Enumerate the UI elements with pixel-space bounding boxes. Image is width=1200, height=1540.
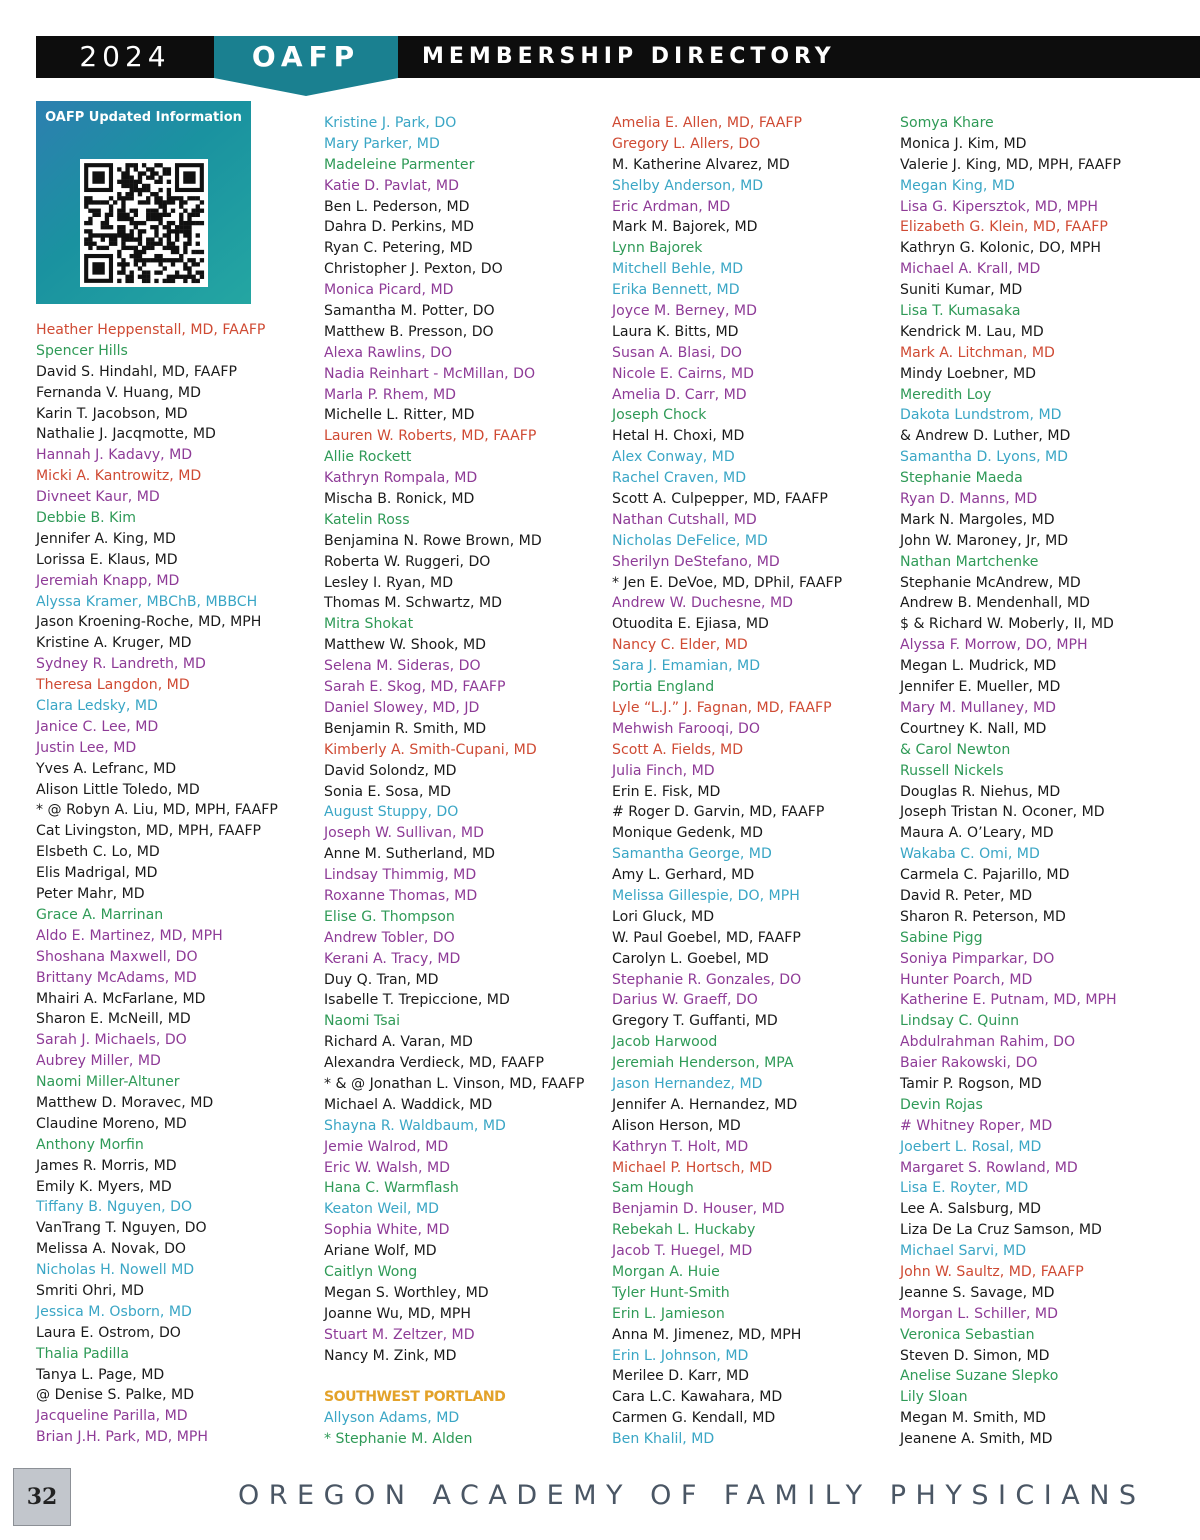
qr-card-title: OAFP Updated Information [45,110,242,125]
member-entry: Lindsay Thimmig, MD [324,867,477,884]
member-entry: Lynn Bajorek [612,240,703,257]
member-entry: Jason Kroening-Roche, MD, MPH [36,614,262,631]
member-entry: Alyssa Kramer, MBChB, MBBCH [36,593,258,610]
member-entry: Kendrick M. Lau, MD [900,323,1044,340]
member-entry: Lindsay C. Quinn [900,1013,1020,1030]
directory-column-1 [36,320,278,1448]
member-entry: James R. Morris, MD [36,1157,177,1174]
member-entry: Sherilyn DeStefano, MD [612,553,780,570]
member-entry: Gregory L. Allers, DO [612,135,761,152]
directory-column-3 [612,113,842,1450]
member-entry: Melissa A. Novak, DO [36,1241,187,1258]
member-entry: Karin T. Jacobson, MD [36,405,188,422]
member-entry: Christopher J. Pexton, DO [324,261,503,278]
member-entry: Meredith Loy [900,386,992,403]
member-entry: # Roger D. Garvin, MD, FAAFP [612,804,825,821]
member-entry: Selena M. Sideras, DO [324,658,481,675]
member-entry: Baier Rakowski, DO [900,1055,1038,1072]
member-entry: Peter Mahr, MD [36,886,145,903]
member-entry: Jason Hernandez, MD [612,1075,763,1092]
member-entry: Tiffany B. Nguyen, DO [36,1199,193,1216]
member-entry: Smriti Ohri, MD [36,1282,145,1299]
member-entry: Alexa Rawlins, DO [324,344,453,361]
region-heading: SOUTHWEST PORTLAND [324,1389,506,1406]
member-entry: Michelle L. Ritter, MD [324,407,475,424]
member-entry: Janice C. Lee, MD [36,718,159,735]
member-entry: Kristine J. Park, DO [324,115,457,131]
member-entry: David S. Hindahl, MD, FAAFP [36,363,237,380]
member-entry: Lyle “L.J.” J. Fagnan, MD, FAAFP [612,699,832,716]
member-entry: Darius W. Graeff, DO [612,992,758,1009]
member-entry: Kerani A. Tracy, MD [324,950,461,967]
member-entry: Mitchell Behle, MD [612,261,744,278]
page-number: 32 [13,1468,71,1526]
member-entry: Valerie J. King, MD, MPH, FAAFP [900,156,1122,173]
member-entry: Grace A. Marrinan [36,906,164,923]
member-entry: Joseph Tristan N. Oconer, MD [900,804,1105,821]
member-entry: Carolyn L. Goebel, MD [612,950,769,967]
member-entry: Megan L. Mudrick, MD [900,658,1057,675]
member-entry: Hannah J. Kadavy, MD [36,447,193,464]
member-entry: Emily K. Myers, MD [36,1178,172,1195]
member-entry: Erin E. Fisk, MD [612,783,721,800]
member-entry: Lisa G. Kipersztok, MD, MPH [900,198,1098,215]
member-entry: John W. Maroney, Jr, MD [900,532,1069,549]
member-entry: Susan A. Blasi, DO [612,344,743,361]
member-entry: Ryan C. Petering, MD [324,240,473,257]
member-entry: Mhairi A. McFarlane, MD [36,990,206,1007]
member-entry: Alison Little Toledo, MD [36,781,200,798]
member-entry: $ & Richard W. Moberly, II, MD [900,616,1114,633]
member-entry: Thomas M. Schwartz, MD [324,595,502,612]
member-entry: Somya Khare [900,115,994,131]
member-entry: Alex Conway, MD [612,449,735,466]
member-entry: David R. Peter, MD [900,887,1033,904]
member-entry: Claudine Moreno, MD [36,1115,187,1132]
member-entry: Joseph Chock [612,407,707,424]
member-entry: & Carol Newton [900,741,1011,758]
member-entry: Elise G. Thompson [324,908,455,925]
member-entry: Megan M. Smith, MD [900,1410,1046,1427]
member-entry: Ben L. Pederson, MD [324,198,470,215]
member-entry: Morgan L. Schiller, MD [900,1305,1058,1322]
member-entry: Samantha George, MD [612,846,772,863]
member-entry: Matthew B. Presson, DO [324,323,494,340]
member-entry: Cara L.C. Kawahara, MD [612,1389,783,1406]
member-entry: Veronica Sebastian [900,1326,1035,1343]
member-entry: Morgan A. Huie [612,1263,720,1280]
member-entry: Keaton Weil, MD [324,1201,439,1218]
member-entry: Merilee D. Karr, MD [612,1368,750,1385]
member-entry: Michael P. Hortsch, MD [612,1159,773,1176]
directory-column-2 [324,113,584,1450]
member-entry: Nathan Martchenke [900,553,1039,570]
member-entry: Jemie Walrod, MD [324,1138,449,1155]
member-entry: Jessica M. Osborn, MD [36,1303,192,1320]
member-entry: Duy Q. Tran, MD [324,971,439,988]
member-entry: Scott A. Culpepper, MD, FAAFP [612,491,828,508]
member-entry: Jennifer A. King, MD [36,530,176,547]
member-entry: Anelise Suzane Slepko [900,1368,1059,1385]
member-entry: Brittany McAdams, MD [36,969,197,986]
member-entry: Monica Picard, MD [324,282,454,299]
member-entry: Samantha M. Potter, DO [324,303,495,320]
member-entry: Roxanne Thomas, MD [324,887,478,904]
member-entry: Margaret S. Rowland, MD [900,1159,1078,1176]
member-entry: Jennifer E. Mueller, MD [900,679,1061,696]
member-entry: Monica J. Kim, MD [900,135,1027,152]
member-entry: Russell Nickels [900,762,1004,779]
member-entry: Mark M. Bajorek, MD [612,219,758,236]
member-entry: Rachel Craven, MD [612,470,747,487]
member-entry: Daniel Slowey, MD, JD [324,699,480,716]
member-entry: Monique Gedenk, MD [612,825,763,842]
member-entry: Shayna R. Waldbaum, MD [324,1117,506,1134]
member-entry: Matthew D. Moravec, MD [36,1094,214,1111]
member-entry: Matthew W. Shook, MD [324,637,486,654]
member-entry: Richard A. Varan, MD [324,1034,473,1051]
directory-year: 2024 [79,40,171,73]
member-entry: Aldo E. Martinez, MD, MPH [36,927,223,944]
member-entry: Shoshana Maxwell, DO [36,948,198,965]
member-entry: David Solondz, MD [324,762,457,779]
member-entry: Spencer Hills [36,342,128,359]
member-entry: Alison Herson, MD [612,1117,741,1134]
member-entry: Portia England [612,679,715,696]
member-entry: Mehwish Farooqi, DO [612,720,760,737]
member-entry: Sydney R. Landreth, MD [36,656,206,673]
member-entry: Nicole E. Cairns, MD [612,365,754,382]
member-entry: Devin Rojas [900,1096,983,1113]
member-entry: Allie Rockett [324,449,412,466]
member-entry: Jeanne S. Savage, MD [900,1284,1055,1301]
member-entry: Amy L. Gerhard, MD [612,867,755,884]
member-entry: Sophia White, MD [324,1222,450,1239]
member-entry: Benjamin D. Houser, MD [612,1201,785,1218]
member-entry: Sam Hough [612,1180,694,1197]
member-entry: Eric Ardman, MD [612,198,731,215]
member-entry: Laura E. Ostrom, DO [36,1324,181,1341]
member-entry: Benjamina N. Rowe Brown, MD [324,532,542,549]
member-entry: Scott A. Fields, MD [612,741,744,758]
member-entry: * Jen E. DeVoe, MD, DPhil, FAAFP [612,574,843,591]
member-entry: Maura A. O’Leary, MD [900,825,1054,842]
member-entry: Marla P. Rhem, MD [324,386,456,403]
member-entry: Ariane Wolf, MD [324,1243,437,1260]
member-entry: Elizabeth G. Klein, MD, FAAFP [900,219,1108,236]
member-entry: Andrew Tobler, DO [324,929,455,946]
member-entry: Anthony Morfin [36,1136,144,1153]
member-entry: Tyler Hunt-Smith [612,1284,730,1301]
member-entry: Michael A. Krall, MD [900,261,1041,278]
member-entry: Anne M. Sutherland, MD [324,846,495,863]
member-entry: Gregory T. Guffanti, MD [612,1013,778,1030]
member-entry: Fernanda V. Huang, MD [36,384,201,401]
member-entry: & Andrew D. Luther, MD [900,428,1071,445]
member-entry: Mark N. Margoles, MD [900,511,1055,528]
member-entry: Nancy M. Zink, MD [324,1347,457,1364]
member-entry: Jeanene A. Smith, MD [900,1431,1053,1448]
member-entry: Nicholas H. Nowell MD [36,1262,195,1279]
member-entry: Otuodita E. Ejiasa, MD [612,616,769,633]
member-entry: VanTrang T. Nguyen, DO [36,1220,207,1237]
directory-column-4 [900,113,1121,1450]
footer-org-name: OREGON ACADEMY OF FAMILY PHYSICIANS [238,1480,1146,1511]
member-entry: Lisa E. Royter, MD [900,1180,1029,1197]
member-entry: Mary M. Mullaney, MD [900,699,1057,716]
member-entry: @ Denise S. Palke, MD [36,1387,195,1404]
member-entry: Isabelle T. Trepiccione, MD [324,992,510,1009]
member-entry: # Whitney Roper, MD [900,1117,1053,1134]
member-entry: Samantha D. Lyons, MD [900,449,1069,466]
member-entry: Julia Finch, MD [612,762,715,779]
directory-title: MEMBERSHIP DIRECTORY [422,44,836,69]
member-entry: Stephanie McAndrew, MD [900,574,1081,591]
member-entry: Benjamin R. Smith, MD [324,720,487,737]
member-entry: Mindy Loebner, MD [900,365,1036,382]
member-entry: Nadia Reinhart - McMillan, DO [324,365,536,382]
member-entry: Naomi Miller-Altuner [36,1074,180,1091]
member-entry: * Stephanie M. Alden [324,1431,473,1448]
member-entry: Stephanie R. Gonzales, DO [612,971,802,988]
member-entry: Elsbeth C. Lo, MD [36,844,160,861]
member-entry: Lisa T. Kumasaka [900,303,1021,320]
member-entry: Tamir P. Rogson, MD [900,1075,1042,1092]
member-entry: Stuart M. Zeltzer, MD [324,1326,475,1343]
member-entry: Jennifer A. Hernandez, MD [612,1096,798,1113]
member-entry: Justin Lee, MD [36,739,137,756]
member-entry: Lily Sloan [900,1389,968,1406]
member-entry: Mischa B. Ronick, MD [324,491,475,508]
member-entry: Hetal H. Choxi, MD [612,428,745,445]
member-entry: Joebert L. Rosal, MD [900,1138,1042,1155]
member-entry: Michael Sarvi, MD [900,1243,1027,1260]
member-entry: Caitlyn Wong [324,1263,418,1280]
member-entry: Mary Parker, MD [324,135,440,152]
member-entry: Thalia Padilla [36,1345,129,1362]
member-entry: Tanya L. Page, MD [36,1366,165,1383]
member-entry: Jeremiah Henderson, MPA [612,1055,794,1072]
member-entry: Ben Khalil, MD [612,1431,715,1448]
member-entry: Naomi Tsai [324,1013,401,1030]
member-entry: M. Katherine Alvarez, MD [612,156,790,173]
member-entry: Soniya Pimparkar, DO [900,950,1055,967]
member-entry: Debbie B. Kim [36,510,136,527]
member-entry: Joseph W. Sullivan, MD [324,825,484,842]
member-entry: Dahra D. Perkins, MD [324,219,474,236]
member-entry: Megan King, MD [900,177,1015,194]
member-entry: Liza De La Cruz Samson, MD [900,1222,1102,1239]
member-entry: Kathryn T. Holt, MD [612,1138,749,1155]
member-entry: Jacqueline Parilla, MD [36,1408,188,1425]
oafp-label: OAFP [251,40,361,73]
member-entry: Elis Madrigal, MD [36,865,158,882]
member-entry: Melissa Gillespie, DO, MPH [612,887,800,904]
member-entry: Michael A. Waddick, MD [324,1096,493,1113]
member-entry: Allyson Adams, MD [324,1410,460,1427]
member-entry: Lesley I. Ryan, MD [324,574,454,591]
member-entry: Suniti Kumar, MD [900,282,1023,299]
member-entry: Hunter Poarch, MD [900,971,1033,988]
member-entry: Joyce M. Berney, MD [612,303,757,320]
member-entry: Clara Ledsky, MD [36,698,158,715]
member-entry: Andrew B. Mendenhall, MD [900,595,1090,612]
member-entry: Carmela C. Pajarillo, MD [900,867,1070,884]
member-entry: Brian J.H. Park, MD, MPH [36,1429,209,1446]
member-entry: Mitra Shokat [324,616,414,633]
member-entry: Alyssa F. Morrow, DO, MPH [900,637,1088,654]
member-entry: Douglas R. Niehus, MD [900,783,1061,800]
member-entry: Roberta W. Ruggeri, DO [324,553,491,570]
member-entry: Ryan D. Manns, MD [900,491,1038,508]
member-entry: * @ Robyn A. Liu, MD, MPH, FAAFP [36,802,278,819]
member-entry: Cat Livingston, MD, MPH, FAAFP [36,823,262,840]
member-entry: Theresa Langdon, MD [36,677,190,694]
member-entry: Laura K. Bitts, MD [612,323,739,340]
member-entry: Wakaba C. Omi, MD [900,846,1040,863]
member-entry: Steven D. Simon, MD [900,1347,1050,1364]
member-entry: Sharon E. McNeill, MD [36,1011,191,1028]
member-entry: Heather Heppenstall, MD, FAAFP [36,322,266,338]
member-entry: Nancy C. Elder, MD [612,637,748,654]
member-entry: Mark A. Litchman, MD [900,344,1055,361]
member-entry: Abdulrahman Rahim, DO [900,1034,1076,1051]
member-entry: Erika Bennett, MD [612,282,740,299]
member-entry: Madeleine Parmenter [324,156,475,173]
member-entry: Aubrey Miller, MD [36,1053,161,1070]
member-entry: Nicholas DeFelice, MD [612,532,768,549]
member-entry: Eric W. Walsh, MD [324,1159,450,1176]
member-entry: Sara J. Emamian, MD [612,658,761,675]
member-entry: Sarah J. Michaels, DO [36,1032,187,1049]
member-entry: Kristine A. Kruger, MD [36,635,192,652]
member-entry: John W. Saultz, MD, FAAFP [900,1263,1084,1280]
member-entry: Courtney K. Nall, MD [900,720,1047,737]
member-entry: Carmen G. Kendall, MD [612,1410,776,1427]
member-entry: Andrew W. Duchesne, MD [612,595,794,612]
member-entry: Sarah E. Skog, MD, FAAFP [324,679,506,696]
member-entry: Shelby Anderson, MD [612,177,764,194]
member-entry: Kathryn Rompala, MD [324,470,478,487]
member-entry: Amelia D. Carr, MD [612,386,747,403]
member-entry: Katie D. Pavlat, MD [324,177,459,194]
member-entry: Joanne Wu, MD, MPH [324,1305,471,1322]
member-entry: Katherine E. Putnam, MD, MPH [900,992,1117,1009]
member-entry: Lauren W. Roberts, MD, FAAFP [324,428,537,445]
member-entry: Nathan Cutshall, MD [612,511,757,528]
member-entry: Stephanie Maeda [900,470,1023,487]
member-entry: Kimberly A. Smith-Cupani, MD [324,741,537,758]
member-entry: Sharon R. Peterson, MD [900,908,1066,925]
member-entry: W. Paul Goebel, MD, FAAFP [612,929,801,946]
qr-info-card[interactable] [36,101,251,304]
member-entry: Jeremiah Knapp, MD [36,572,180,589]
member-entry: August Stuppy, DO [324,804,459,821]
member-entry: Micki A. Kantrowitz, MD [36,468,202,485]
member-entry: Amelia E. Allen, MD, FAAFP [612,115,802,131]
member-entry: Erin L. Johnson, MD [612,1347,749,1364]
member-entry: Megan S. Worthley, MD [324,1284,489,1301]
member-entry: Alexandra Verdieck, MD, FAAFP [324,1055,544,1072]
member-entry: Nathalie J. Jacqmotte, MD [36,426,216,443]
member-entry: Jacob T. Huegel, MD [612,1243,753,1260]
member-entry: Sabine Pigg [900,929,983,946]
member-entry: Lori Gluck, MD [612,908,715,925]
member-entry: Erin L. Jamieson [612,1305,725,1322]
member-entry: Anna M. Jimenez, MD, MPH [612,1326,802,1343]
member-entry: Sonia E. Sosa, MD [324,783,451,800]
member-entry: Kathryn G. Kolonic, DO, MPH [900,240,1101,257]
member-entry: Lorissa E. Klaus, MD [36,551,178,568]
member-entry: Yves A. Lefranc, MD [36,760,177,777]
member-entry: Divneet Kaur, MD [36,489,160,506]
member-entry: Jacob Harwood [612,1034,718,1051]
member-entry: * & @ Jonathan L. Vinson, MD, FAAFP [324,1075,585,1092]
member-entry: Lee A. Salsburg, MD [900,1201,1041,1218]
qr-code-icon[interactable] [80,159,208,287]
member-entry [324,1366,584,1387]
member-entry: Hana C. Warmflash [324,1180,459,1197]
member-entry: Katelin Ross [324,511,410,528]
member-entry: Rebekah L. Huckaby [612,1222,756,1239]
member-entry: Dakota Lundstrom, MD [900,407,1062,424]
